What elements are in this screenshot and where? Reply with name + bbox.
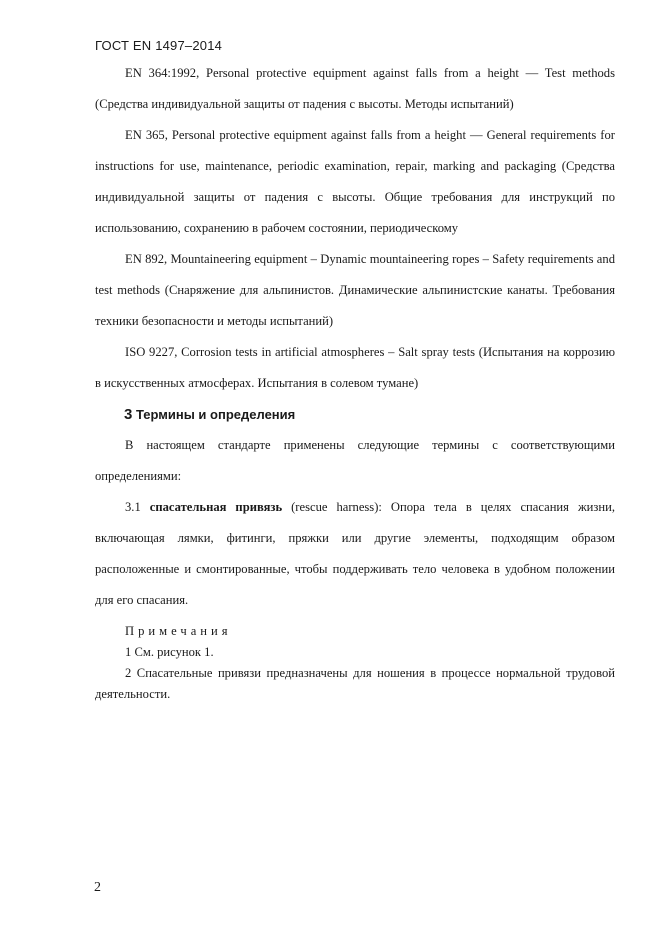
section-heading [95, 399, 615, 430]
note-item: 2 Спасательные привязи предназначены для ношения в процессе нормальной трудовой деятельности. [95, 666, 615, 701]
term-number: 3.1 [125, 500, 141, 514]
notes-title: Примечания [125, 624, 232, 638]
reference-iso9227: ISO 9227, Corrosion tests in artificial atmospheres – Salt spray tests (Испытания на коррозию в искусственных атмосферах. Испытания в солевом тумане) [95, 345, 615, 390]
term-definition-text: Опора тела в целях спасания жизни, включающая лямки, фитинги, пряжки или другие элементы, подходящим образом расположенные и смонтированные, чтобы поддерживать тело человека в удобном положении для его спасания. [95, 500, 615, 607]
reference-en364: EN 364:1992, Personal protective equipment against falls from a height — Test methods (Средства индивидуальной защиты от падения с высоты. Методы испытаний) [95, 66, 615, 111]
notes-block [95, 621, 615, 705]
term-definition [95, 492, 615, 616]
note-item: 1 См. рисунок 1. [125, 645, 214, 659]
section-intro: В настоящем стандарте применены следующие термины с соответствующими определениями: [95, 438, 615, 483]
page-number: 2 [94, 880, 101, 895]
section-number: 3 [124, 406, 133, 423]
section-title: Термины и определения [135, 407, 296, 422]
term-english: (rescue harness): [291, 500, 382, 514]
reference-en365: EN 365, Personal protective equipment against falls from a height — General requirements for instructions for use, maintenance, periodic examination, repair, marking and packaging (Средства индивидуальной защиты от падения с высоты. Общие требования для инструкций по использованию, сохранению в рабочем состоянии, периодическому [95, 128, 615, 235]
page-content [95, 58, 615, 705]
reference-en892: EN 892, Mountaineering equipment – Dynamic mountaineering ropes – Safety requirements and test methods (Снаряжение для альпинистов. Динамические альпинистские канаты. Требования техники безопасности и методы испытаний) [95, 252, 615, 328]
term-name: спасательная привязь [149, 500, 283, 514]
standard-header: ГОСТ EN 1497–2014 [95, 38, 223, 53]
